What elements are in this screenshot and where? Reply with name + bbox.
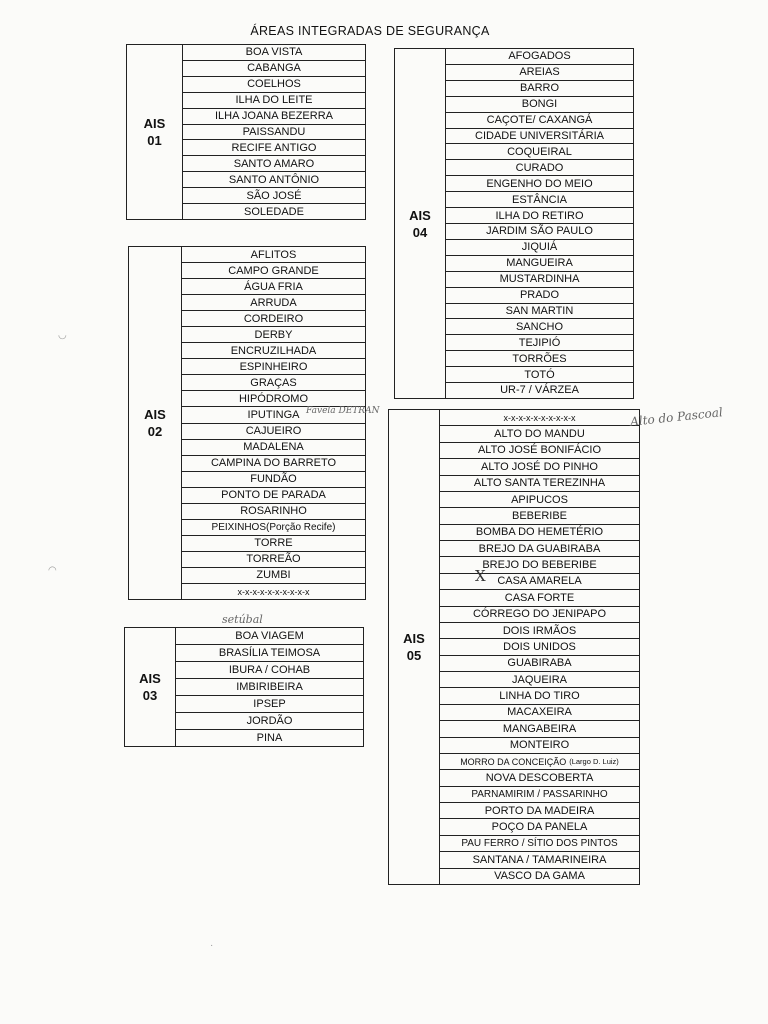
neighborhood-name: AFLITOS [250,248,297,261]
table-row [182,247,365,263]
neighborhood-name: COQUEIRAL [507,145,572,158]
neighborhood-name: MACAXEIRA [507,706,572,719]
neighborhood-name: RECIFE ANTIGO [231,141,317,154]
handwritten-ais05-note: Alto do Pascoal [629,405,724,429]
ais-05-label-line2: 05 [406,648,422,663]
neighborhood-name: ILHA DO RETIRO [495,209,584,222]
table-row [176,696,363,713]
table-row [440,738,639,754]
ais-02-label-line2: 02 [147,424,163,439]
neighborhood-name: TORRE [254,537,293,550]
table-row [182,375,365,391]
neighborhood-name: HIPÓDROMO [238,392,309,405]
neighborhood-name: PINA [256,732,283,744]
neighborhood-name: BREJO DO BEBERIBE [482,559,597,572]
table-row [440,574,639,590]
ais-05-list [440,410,639,884]
neighborhood-name: APIPUCOS [511,493,568,506]
table-row [183,93,365,109]
neighborhood-name: VASCO DA GAMA [494,870,585,883]
table-row [440,492,639,508]
neighborhood-name: PEIXINHOS(Porção Recife) [211,521,336,533]
ais-04-list [446,49,633,398]
table-row [440,819,639,835]
ais-04-label [395,49,446,398]
neighborhood-name: SANTANA / TAMARINEIRA [472,853,607,866]
scan-speck: ◡ [58,330,67,341]
neighborhood-name: SANTO AMARO [233,157,315,170]
table-row [440,869,639,884]
table-row [182,424,365,440]
neighborhood-name: SOLEDADE [244,205,304,218]
table-row [183,188,365,204]
neighborhood-name: ALTO JOSÉ DO PINHO [481,460,598,473]
neighborhood-name: PONTO DE PARADA [221,489,326,502]
table-row [183,77,365,93]
table-row [446,272,633,288]
table-row [176,662,363,679]
neighborhood-name: SANCHO [515,320,564,333]
ais-03-label-line2: 03 [142,688,158,703]
table-row [440,672,639,688]
ais-02-label-line1: AIS [144,407,166,422]
table-row [446,383,633,398]
ais-05-table [388,409,640,885]
scan-speck: · [210,940,214,951]
ais-01-list [183,45,365,219]
table-row [183,61,365,77]
ais-02-table [128,246,366,600]
table-row [446,176,633,192]
neighborhood-name: UR-7 / VÁRZEA [500,384,579,397]
neighborhood-name: SÃO JOSÉ [246,189,302,202]
table-row [182,488,365,504]
table-row [440,688,639,704]
neighborhood-name: ALTO SANTA TEREZINHA [473,477,606,490]
scan-speck: ◠ [48,565,57,576]
table-row [183,172,365,188]
ais-04-table [394,48,634,399]
table-row [446,288,633,304]
table-row [176,713,363,730]
table-row [183,204,365,219]
neighborhood-name: ZUMBI [256,569,291,582]
table-row [182,440,365,456]
neighborhood-name: TORREÃO [246,553,301,566]
table-row [182,552,365,568]
table-row [446,335,633,351]
table-row [182,263,365,279]
neighborhood-name: PORTO DA MADEIRA [484,804,595,817]
table-row [182,584,365,599]
neighborhood-name: x-x-x-x-x-x-x-x-x-x [503,412,576,423]
neighborhood-name: JIQUIÁ [521,241,558,254]
table-row [440,656,639,672]
table-row [440,590,639,606]
neighborhood-name: GRAÇAS [250,376,297,389]
neighborhood-name: IPSEP [253,698,286,710]
table-row [446,224,633,240]
table-row [182,520,365,536]
neighborhood-name: BREJO DA GUABIRABA [478,542,601,555]
table-row [446,256,633,272]
table-row [440,852,639,868]
ais-05-label [389,410,440,884]
ais-04-label-line2: 04 [412,224,428,240]
neighborhood-name: BOA VIAGEM [235,630,304,642]
table-row [446,192,633,208]
table-row [183,109,365,125]
table-row [446,97,633,113]
table-row [182,456,365,472]
neighborhood-name: DOIS UNIDOS [503,640,576,653]
neighborhood-name: GUABIRABA [507,657,572,670]
table-row [440,705,639,721]
table-row [182,279,365,295]
table-row [440,476,639,492]
handwritten-iputinga-note: Favela DETRAN [306,406,380,416]
table-row [440,508,639,524]
ais-01-label [127,45,183,219]
neighborhood-name: PRADO [519,289,560,302]
table-row [446,208,633,224]
neighborhood-name: COELHOS [247,78,301,91]
ais-01-table [126,44,366,220]
neighborhood-name: BARRO [519,82,560,95]
neighborhood-name: CAJUEIRO [245,425,302,438]
neighborhood-name: DOIS IRMÃOS [502,624,577,637]
neighborhood-name: BEBERIBE [511,509,568,522]
neighborhood-name: IMBIRIBEIRA [236,681,303,693]
table-row [440,836,639,852]
neighborhood-name: BONGI [521,98,558,111]
neighborhood-name: ALTO JOSÉ BONIFÁCIO [477,444,602,457]
page-title: ÁREAS INTEGRADAS DE SEGURANÇA [250,24,490,38]
neighborhood-name: MUSTARDINHA [499,273,580,286]
table-row [446,351,633,367]
table-row [182,568,365,584]
table-row [440,639,639,655]
table-row [440,541,639,557]
neighborhood-name: POÇO DA PANELA [491,821,588,834]
table-row [182,536,365,552]
table-row [446,144,633,160]
neighborhood-name: CAÇOTE/ CAXANGÁ [486,114,593,127]
neighborhood-name: BOMBA DO HEMETÉRIO [475,526,604,539]
neighborhood-name: SANTO ANTÔNIO [228,173,320,186]
ais-04-label-line1: AIS [409,207,431,223]
neighborhood-name: PAU FERRO / SÍTIO DOS PINTOS [461,837,618,849]
neighborhood-name: MONTEIRO [509,739,570,752]
neighborhood-name: BOA VISTA [245,46,303,59]
neighborhood-name: ILHA JOANA BEZERRA [215,110,333,123]
neighborhood-name: CASA AMARELA [497,575,582,588]
neighborhood-name: TORRÕES [512,352,567,365]
neighborhood-name: MADALENA [243,441,304,454]
table-row [440,623,639,639]
neighborhood-name: PARNAMIRIM / PASSARINHO [471,788,608,800]
table-row [182,359,365,375]
table-row [176,679,363,696]
table-row [446,65,633,81]
neighborhood-name: DERBY [254,328,293,341]
table-row [440,443,639,459]
ais-01-label-line1: AIS [143,116,166,131]
neighborhood-name: BRASÍLIA TEIMOSA [218,647,321,659]
table-row [440,754,639,770]
table-row [440,557,639,573]
table-row [183,45,365,61]
table-row [446,160,633,176]
neighborhood-name: IBURA / COHAB [228,664,311,676]
table-row [182,311,365,327]
neighborhood-name: CAMPO GRANDE [228,264,319,277]
neighborhood-name: AREIAS [519,66,560,79]
ais-05-label-line1: AIS [403,631,425,646]
neighborhood-name: CÓRREGO DO JENIPAPO [472,608,607,621]
table-row [440,770,639,786]
ais-01-label-line2: 01 [147,133,162,148]
neighborhood-name: ESPINHEIRO [239,360,308,373]
table-row [446,319,633,335]
neighborhood-name: CASA FORTE [504,591,575,604]
neighborhood-name: SAN MARTIN [505,304,574,317]
table-row [440,721,639,737]
table-row [446,367,633,383]
handwritten-casa-mark: X [475,567,486,585]
neighborhood-name: JAQUEIRA [511,673,567,686]
neighborhood-name: PAISSANDU [242,125,306,138]
neighborhood-name: LINHA DO TIRO [499,690,580,703]
table-row [182,327,365,343]
neighborhood-name: CABANGA [247,62,301,75]
table-row [446,81,633,97]
table-row [176,645,363,662]
table-row [182,472,365,488]
table-row [446,113,633,129]
neighborhood-name: TOTÓ [524,368,555,381]
table-row [182,504,365,520]
neighborhood-name: AFOGADOS [508,50,571,63]
table-row [183,140,365,156]
handwritten-ais03-note: setúbal [222,613,263,626]
neighborhood-name: JORDÃO [246,715,293,727]
table-row [446,49,633,65]
table-row [183,125,365,141]
neighborhood-name: x-x-x-x-x-x-x-x-x-x [237,586,310,597]
neighborhood-name: ARRUDA [250,296,297,309]
neighborhood-name: MANGABEIRA [502,722,577,735]
neighborhood-name: MANGUEIRA [506,257,573,270]
table-row [440,410,639,426]
table-row [440,525,639,541]
neighborhood-name: MORRO DA CONCEIÇÃO [460,756,567,767]
table-row [182,295,365,311]
neighborhood-name: TEJIPIÓ [518,336,561,349]
table-row [440,459,639,475]
neighborhood-name: JARDIM SÃO PAULO [486,225,593,238]
morro-note: (Largo D. Luiz) [569,757,619,767]
neighborhood-name: CAMPINA DO BARRETO [210,457,337,470]
table-row [440,787,639,803]
neighborhood-name: ENGENHO DO MEIO [486,177,593,190]
table-row [182,343,365,359]
neighborhood-name: IPUTINGA [247,408,300,421]
neighborhood-name: ROSARINHO [240,505,307,518]
neighborhood-name: CIDADE UNIVERSITÁRIA [475,129,604,142]
neighborhood-name: CURADO [515,161,564,174]
table-row [176,628,363,645]
ais-02-list [182,247,365,599]
ais-02-label [129,247,182,599]
ais-03-label [125,628,176,746]
neighborhood-name: FUNDÃO [250,473,297,486]
table-row [446,240,633,256]
table-row [183,156,365,172]
table-row [446,304,633,320]
ais-03-table [124,627,364,747]
neighborhood-name: CORDEIRO [243,312,304,325]
neighborhood-name: NOVA DESCOBERTA [485,771,594,784]
table-row [176,730,363,746]
table-row [440,607,639,623]
table-row [446,129,633,145]
table-row [440,426,639,442]
table-row [440,803,639,819]
neighborhood-name: ILHA DO LEITE [235,94,313,107]
neighborhood-name: ESTÂNCIA [511,193,567,206]
ais-03-list [176,628,363,746]
neighborhood-name: ÁGUA FRIA [244,280,303,293]
ais-03-label-line1: AIS [139,671,161,686]
neighborhood-name: ALTO DO MANDU [494,428,585,441]
neighborhood-name: ENCRUZILHADA [230,344,317,357]
